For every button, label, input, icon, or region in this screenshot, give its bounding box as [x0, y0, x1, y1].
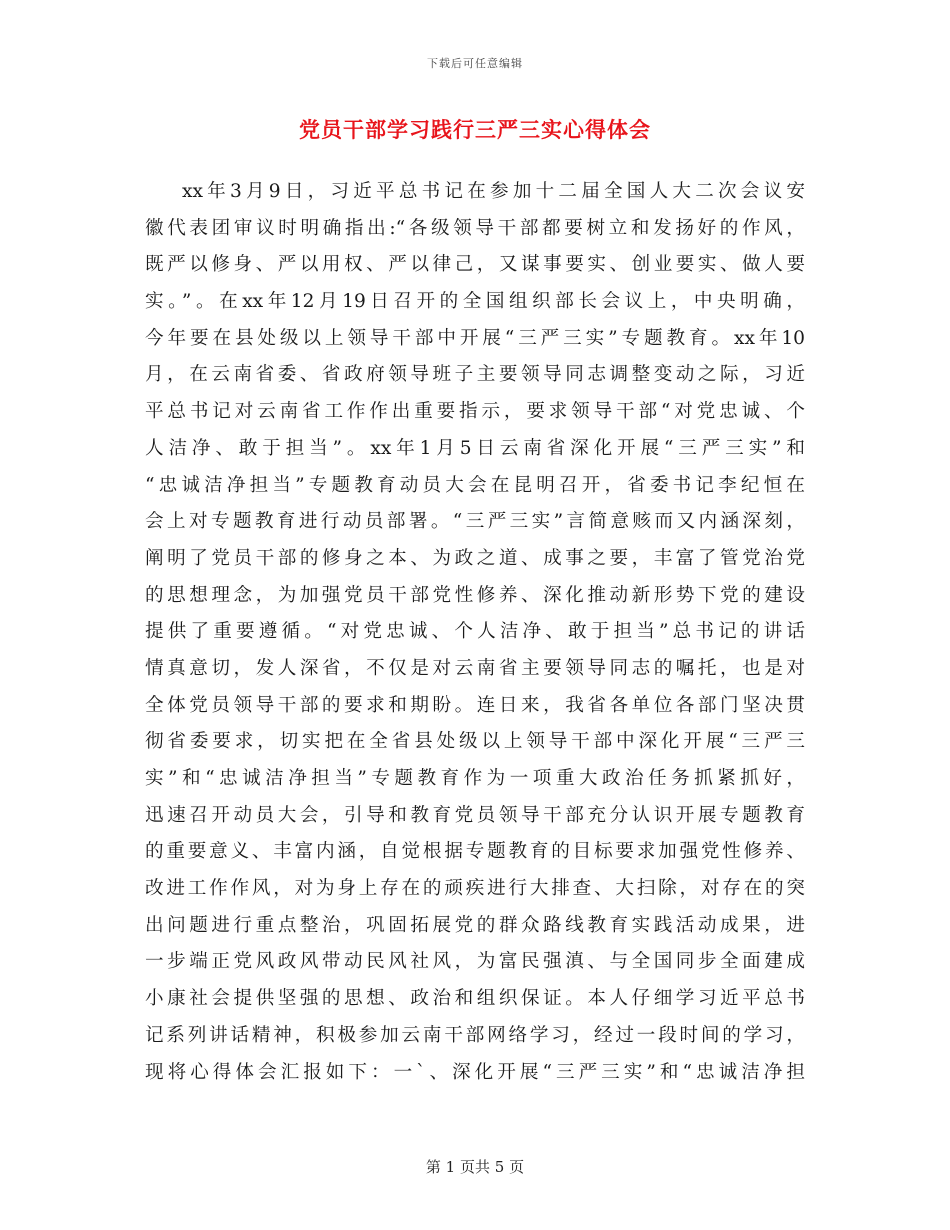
body-line: 既严以修身、严以用权、严以律己，又谋事要实、创业要实、做人要: [145, 254, 805, 276]
body-line: 情真意切，发人深省，不仅是对云南省主要领导同志的嘱托，也是对: [145, 657, 805, 679]
document-title: 党员干部学习践行三严三实心得体会: [299, 117, 651, 142]
body-line: “忠诚洁净担当”专题教育动员大会在昆明召开，省委书记李纪恒在: [145, 474, 805, 496]
body-line: 现将心得体会汇报如下：一`、深化开展“三严三实”和“忠诚洁净担: [145, 1061, 805, 1083]
body-line: 的重要意义、丰富内涵，自觉根据专题教育的目标要求加强党性修养、: [145, 841, 805, 863]
body-line: 记系列讲话精神，积极参加云南干部网络学习，经过一段时间的学习，: [145, 1024, 805, 1046]
body-line: 人洁净、敢于担当”。xx年1月5日云南省深化开展“三严三实”和: [145, 437, 805, 459]
body-line: 平总书记对云南省工作作出重要指示，要求领导干部“对党忠诚、个: [145, 401, 805, 423]
body-line: 的思想理念，为加强党员干部党性修养、深化推动新形势下党的建设: [145, 584, 805, 606]
page-number-footer: 第 1 页共 5 页: [425, 1158, 525, 1176]
body-line: 阐明了党员干部的修身之本、为政之道、成事之要，丰富了管党治党: [145, 547, 805, 569]
body-line: 会上对专题教育进行动员部署。“三严三实”言简意赅而又内涵深刻，: [145, 511, 805, 533]
body-line: 小康社会提供坚强的思想、政治和组织保证。本人仔细学习近平总书: [145, 988, 805, 1010]
body-line: 提供了重要遵循。“对党忠诚、个人洁净、敢于担当”总书记的讲话: [145, 621, 805, 643]
body-line: 徽代表团审议时明确指出:“各级领导干部都要树立和发扬好的作风，: [145, 217, 805, 239]
body-line: 实。”。在xx年12月19日召开的全国组织部长会议上，中央明确，: [145, 291, 805, 313]
body-line: 月，在云南省委、省政府领导班子主要领导同志调整变动之际，习近: [145, 364, 805, 386]
body-line: 出问题进行重点整治，巩固拓展党的群众路线教育实践活动成果，进: [145, 914, 805, 936]
header-note: 下载后可任意编辑: [427, 57, 523, 70]
body-paragraph: [145, 174, 805, 1091]
body-line: 实”和“忠诚洁净担当”专题教育作为一项重大政治任务抓紧抓好，: [145, 768, 805, 789]
body-line: 全体党员领导干部的要求和期盼。连日来，我省各单位各部门坚决贯: [145, 694, 805, 716]
body-line: xx年3月9日，习近平总书记在参加十二届全国人大二次会议安: [182, 181, 805, 202]
body-line: 今年要在县处级以上领导干部中开展“三严三实”专题教育。xx年10: [145, 327, 805, 349]
body-line: 一步端正党风政风带动民风社风，为富民强滇、与全国同步全面建成: [145, 951, 805, 973]
body-line: 改进工作作风，对为身上存在的顽疾进行大排查、大扫除，对存在的突: [145, 878, 805, 900]
body-line: 迅速召开动员大会，引导和教育党员领导干部充分认识开展专题教育: [145, 804, 805, 826]
body-line: 彻省委要求，切实把在全省县处级以上领导干部中深化开展“三严三: [145, 731, 805, 753]
